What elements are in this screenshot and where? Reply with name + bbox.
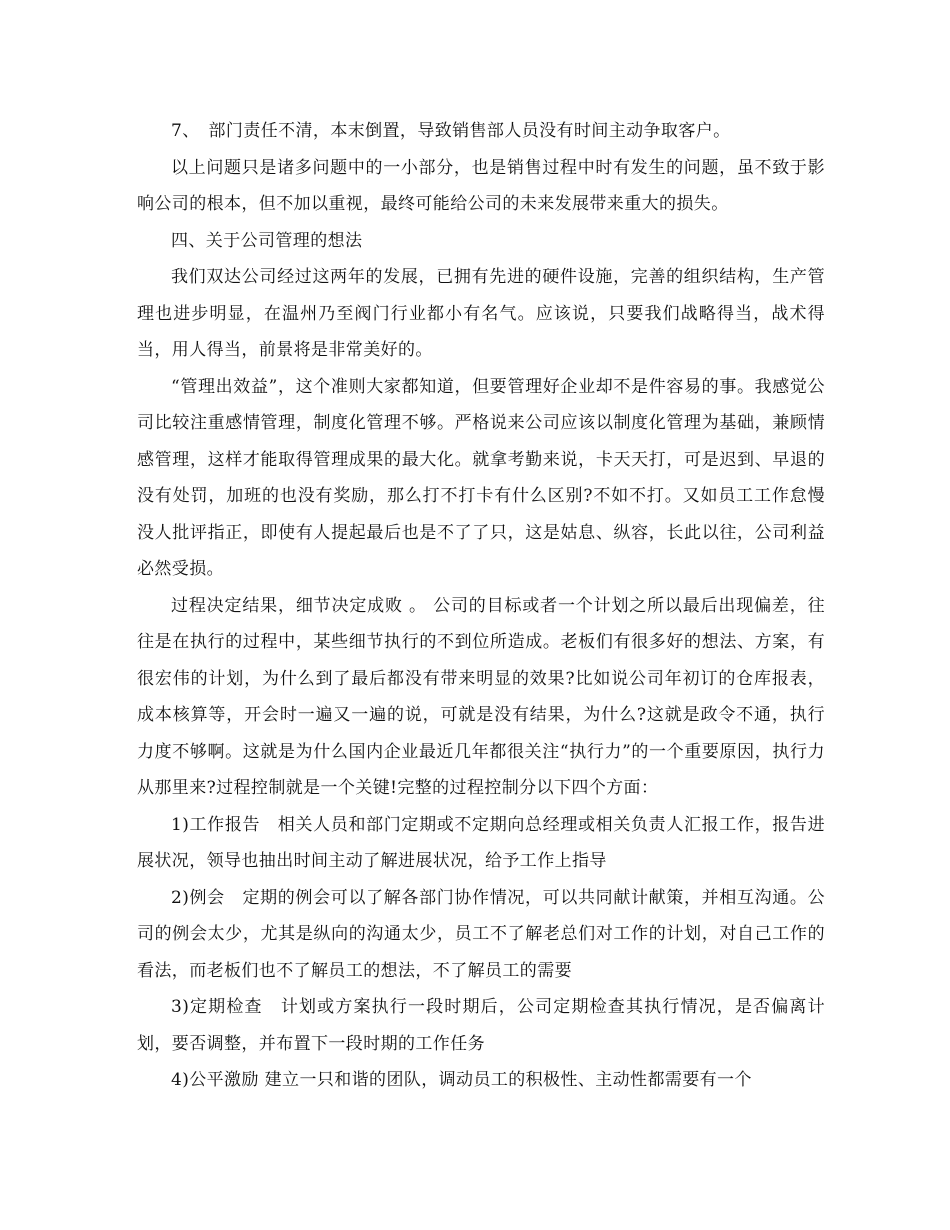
section-heading: 四、关于公司管理的想法	[171, 230, 363, 251]
list-item-meeting: 2)例会 定期的例会可以了解各部门协作情况，可以共同献计献策，并相互沟通。公司的例会太少，尤其是纵向的沟通太少，员工不了解老总们对工作的计划，对自己工作的看法，而老板们也不了解员工的想法，不了解员工的需要	[137, 887, 825, 981]
paragraph-4: “管理出效益”，这个准则大家都知道，但要管理好企业却不是件容易的事。我感觉公司比较注重感情管理，制度化管理不够。严格说来公司应该以制度化管理为基础，兼顾情感管理，这样才能取得管理成果的最大化。就拿考勤来说，卡天天打，可是迟到、早退的没有处罚，加班的也没有奖励，那么打不打卡有什么区别?不如不打。又如员工工作怠慢没人批评指正，即使有人提起最后也是不了了只，这是姑息、纵容，长此以往，公司利益必然受损。	[137, 376, 825, 579]
paragraph-1: 7、 部门责任不清，本末倒置，导致销售部人员没有时间主动争取客户。	[171, 121, 731, 141]
list-item-work-report: 1)工作报告 相关人员和部门定期或不定期向总经理或相关负责人汇报工作，报告进展状况，领导也抽出时间主动了解进展状况，给予工作上指导	[137, 814, 825, 871]
paragraph-3: 我们双达公司经过这两年的发展，已拥有先进的硬件设施，完善的组织结构，生产管理也进步明显，在温州乃至阀门行业都小有名气。应该说，只要我们战略得当，战术得当，用人得当，前景将是非常美好的。	[137, 267, 825, 360]
list-item-inspection: 3)定期检查 计划或方案执行一段时期后，公司定期检查其执行情况，是否偏离计划，要否调整，并布置下一段时期的工作任务	[137, 997, 825, 1054]
paragraph-2: 以上问题只是诸多问题中的一小部分，也是销售过程中时有发生的问题，虽不致于影响公司的根本，但不加以重视，最终可能给公司的未来发展带来重大的损失。	[137, 157, 825, 214]
document-body	[137, 113, 825, 1099]
list-item-incentive: 4)公平激励 建立一只和谐的团队，调动员工的积极性、主动性都需要有一个	[171, 1070, 752, 1090]
paragraph-5: 过程决定结果，细节决定成败 。 公司的目标或者一个计划之所以最后出现偏差，往往是在执行的过程中，某些细节执行的不到位所造成。老板们有很多好的想法、方案，有很宏伟的计划，为什么到了最后都没有带来明显的效果?比如说公司年初订的仓库报表，成本核算等，开会时一遍又一遍的说，可就是没有结果，为什么?这就是政令不通，执行力度不够啊。这就是为什么国内企业最近几年都很关注“执行力”的一个重要原因，执行力从那里来?过程控制就是一个关键!完整的过程控制分以下四个方面：	[137, 595, 825, 798]
